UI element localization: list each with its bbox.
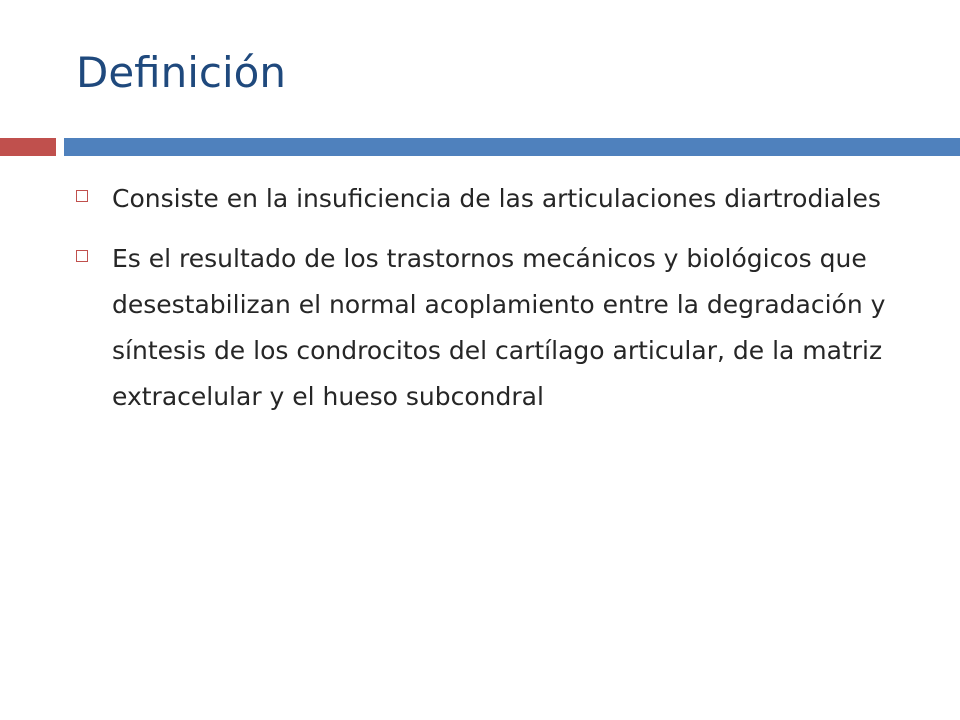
bullet-item xyxy=(76,176,912,222)
hollow-square-icon xyxy=(76,190,88,202)
hollow-square-icon xyxy=(76,250,88,262)
title-accent-bar-red xyxy=(0,138,56,156)
bullet-list xyxy=(76,176,912,434)
bullet-text: Consiste en la insuficiencia de las articulaciones diartrodiales xyxy=(112,184,881,213)
bullet-item xyxy=(76,236,912,420)
slide-title: Definición xyxy=(76,48,286,97)
title-accent-bar-blue xyxy=(64,138,960,156)
bullet-text: Es el resultado de los trastornos mecánicos y biológicos que desestabilizan el normal acoplamiento entre la degradación y síntesis de los condrocitos del cartílago articular, de la matriz extracelular y el hueso subcondral xyxy=(112,244,886,411)
